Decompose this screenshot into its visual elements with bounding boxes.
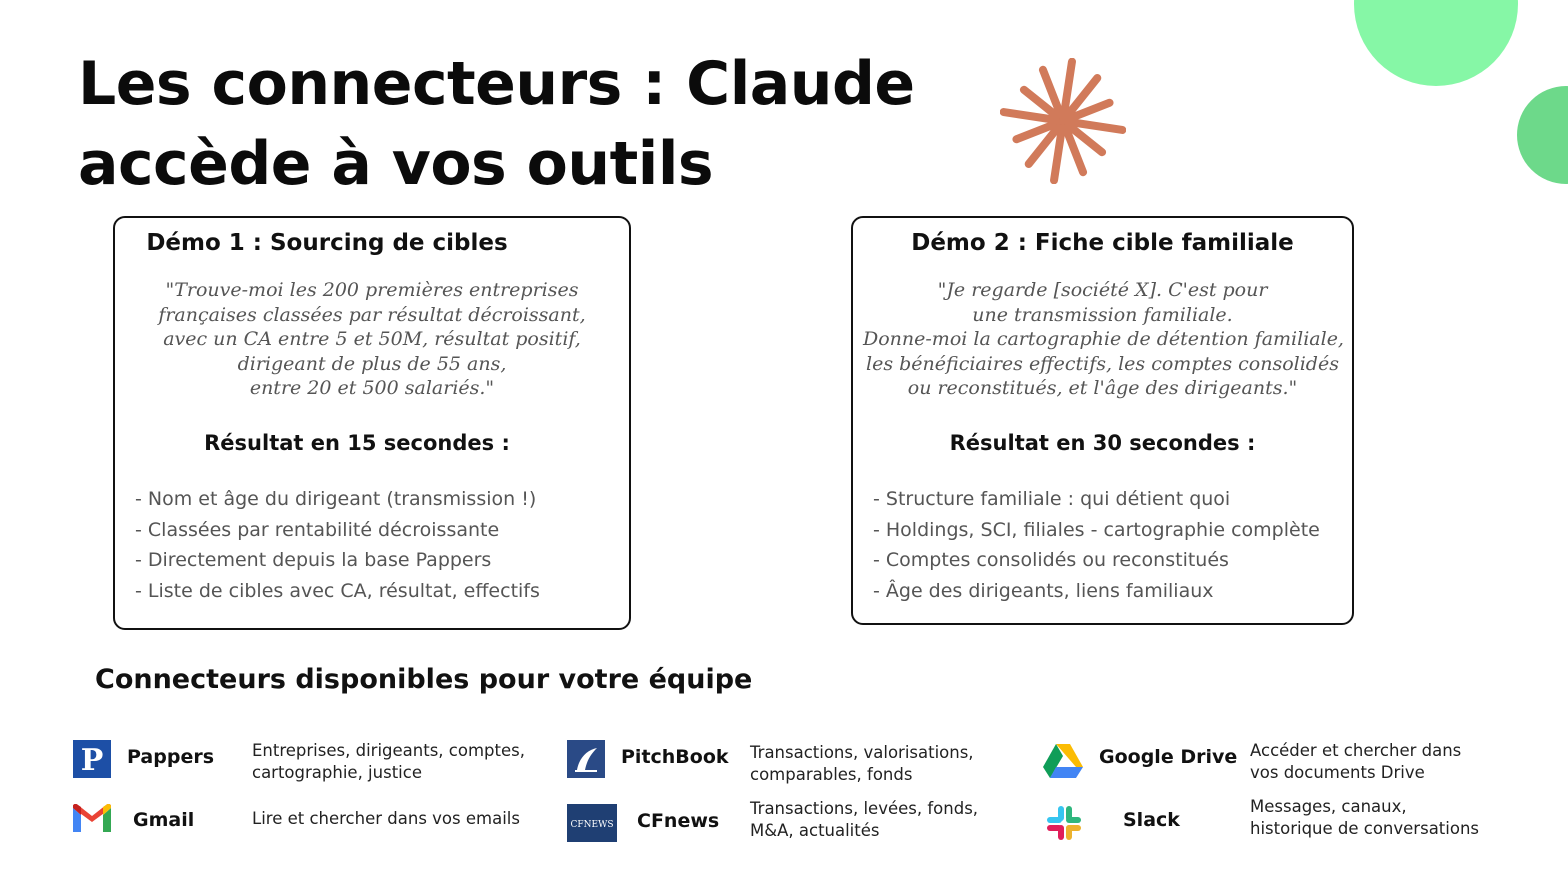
page-title bbox=[78, 44, 978, 204]
list-item: - Classées par rentabilité décroissante bbox=[135, 518, 500, 541]
quote-line: une transmission familiale. bbox=[972, 303, 1233, 326]
demo-title: Démo 2 : Fiche cible familiale bbox=[911, 230, 1294, 256]
desc-line: historique de conversations bbox=[1250, 819, 1480, 838]
decorative-circle-mint bbox=[1354, 0, 1518, 86]
quote-line: "Je regarde [société X]. C'est pour bbox=[937, 279, 1268, 301]
connector-name-cfnews: CFnews bbox=[637, 810, 720, 832]
desc-line: Transactions, levées, fonds, bbox=[750, 799, 979, 818]
quote-line: ou reconstitués, et l'âge des dirigeants." bbox=[907, 377, 1298, 399]
quote-line: "Trouve-moi les 200 premières entreprises bbox=[165, 279, 579, 301]
connector-name-google-drive: Google Drive bbox=[1099, 746, 1238, 768]
claude-sunburst-icon bbox=[1000, 58, 1126, 184]
desc-line: Lire et chercher dans vos emails bbox=[252, 809, 520, 828]
cfnews-logo-icon bbox=[567, 804, 617, 842]
connector-name-pappers: Pappers bbox=[127, 746, 215, 768]
list-item: - Structure familiale : qui détient quoi bbox=[873, 488, 1231, 510]
demo-prompt-quote bbox=[125, 278, 619, 401]
list-item: - Comptes consolidés ou reconstitués bbox=[873, 549, 1229, 571]
quote-line: dirigeant de plus de 55 ans, bbox=[237, 352, 507, 375]
quote-line: entre 20 et 500 salariés." bbox=[249, 377, 495, 399]
list-item: - Holdings, SCI, filiales - cartographie complète bbox=[873, 518, 1320, 541]
slack-logo-icon bbox=[1045, 804, 1083, 842]
connector-desc-slack bbox=[1250, 796, 1479, 840]
connector-desc-google-drive bbox=[1250, 740, 1461, 784]
desc-line: Entreprises, dirigeants, comptes, bbox=[252, 741, 525, 760]
pitchbook-logo-icon bbox=[567, 740, 605, 778]
title-line-1: Les connecteurs : Claude bbox=[78, 49, 915, 119]
quote-line: Donne-moi la cartographie de détention familiale, bbox=[863, 328, 1344, 350]
quote-line: les bénéficiaires effectifs, les comptes consolidés bbox=[866, 352, 1339, 375]
quote-line: françaises classées par résultat décroissant, bbox=[158, 303, 586, 326]
list-item: - Âge des dirigeants, liens familiaux bbox=[873, 579, 1214, 602]
result-list bbox=[873, 484, 1346, 606]
desc-line: vos documents Drive bbox=[1250, 763, 1425, 782]
demo-prompt-quote bbox=[863, 278, 1342, 401]
list-item: - Nom et âge du dirigeant (transmission !) bbox=[135, 488, 537, 510]
connector-name-pitchbook: PitchBook bbox=[621, 746, 729, 768]
result-list bbox=[135, 484, 623, 606]
google-drive-logo-icon bbox=[1042, 742, 1084, 780]
decorative-circle-green bbox=[1517, 86, 1568, 184]
desc-line: comparables, fonds bbox=[750, 765, 913, 784]
quote-line: avec un CA entre 5 et 50M, résultat positif, bbox=[163, 328, 581, 350]
pappers-logo-icon bbox=[73, 740, 111, 778]
connector-desc-cfnews bbox=[750, 798, 978, 842]
desc-line: Messages, canaux, bbox=[1250, 797, 1407, 816]
connector-desc-gmail bbox=[252, 808, 520, 830]
list-item: - Liste de cibles avec CA, résultat, effectifs bbox=[135, 579, 540, 602]
connectors-section-title: Connecteurs disponibles pour votre équipe bbox=[95, 664, 753, 695]
connector-desc-pitchbook bbox=[750, 742, 974, 786]
connector-desc-pappers bbox=[252, 740, 525, 784]
result-title: Résultat en 15 secondes : bbox=[204, 431, 510, 455]
cfnews-logo-text: CFNEWS bbox=[570, 820, 614, 830]
desc-line: M&A, actualités bbox=[750, 821, 880, 840]
gmail-logo-icon bbox=[73, 804, 111, 834]
title-line-2: accède à vos outils bbox=[78, 129, 714, 199]
desc-line: cartographie, justice bbox=[252, 763, 422, 782]
demo-card-family-target bbox=[851, 216, 1354, 625]
connector-name-slack: Slack bbox=[1123, 809, 1180, 831]
result-title: Résultat en 30 secondes : bbox=[949, 431, 1256, 455]
list-item: - Directement depuis la base Pappers bbox=[135, 549, 492, 571]
svg-text:P: P bbox=[80, 743, 104, 778]
demo-card-sourcing bbox=[113, 216, 631, 630]
desc-line: Transactions, valorisations, bbox=[750, 743, 974, 762]
desc-line: Accéder et chercher dans bbox=[1250, 741, 1462, 760]
connector-name-gmail: Gmail bbox=[133, 809, 195, 831]
demo-title: Démo 1 : Sourcing de cibles bbox=[146, 230, 508, 256]
